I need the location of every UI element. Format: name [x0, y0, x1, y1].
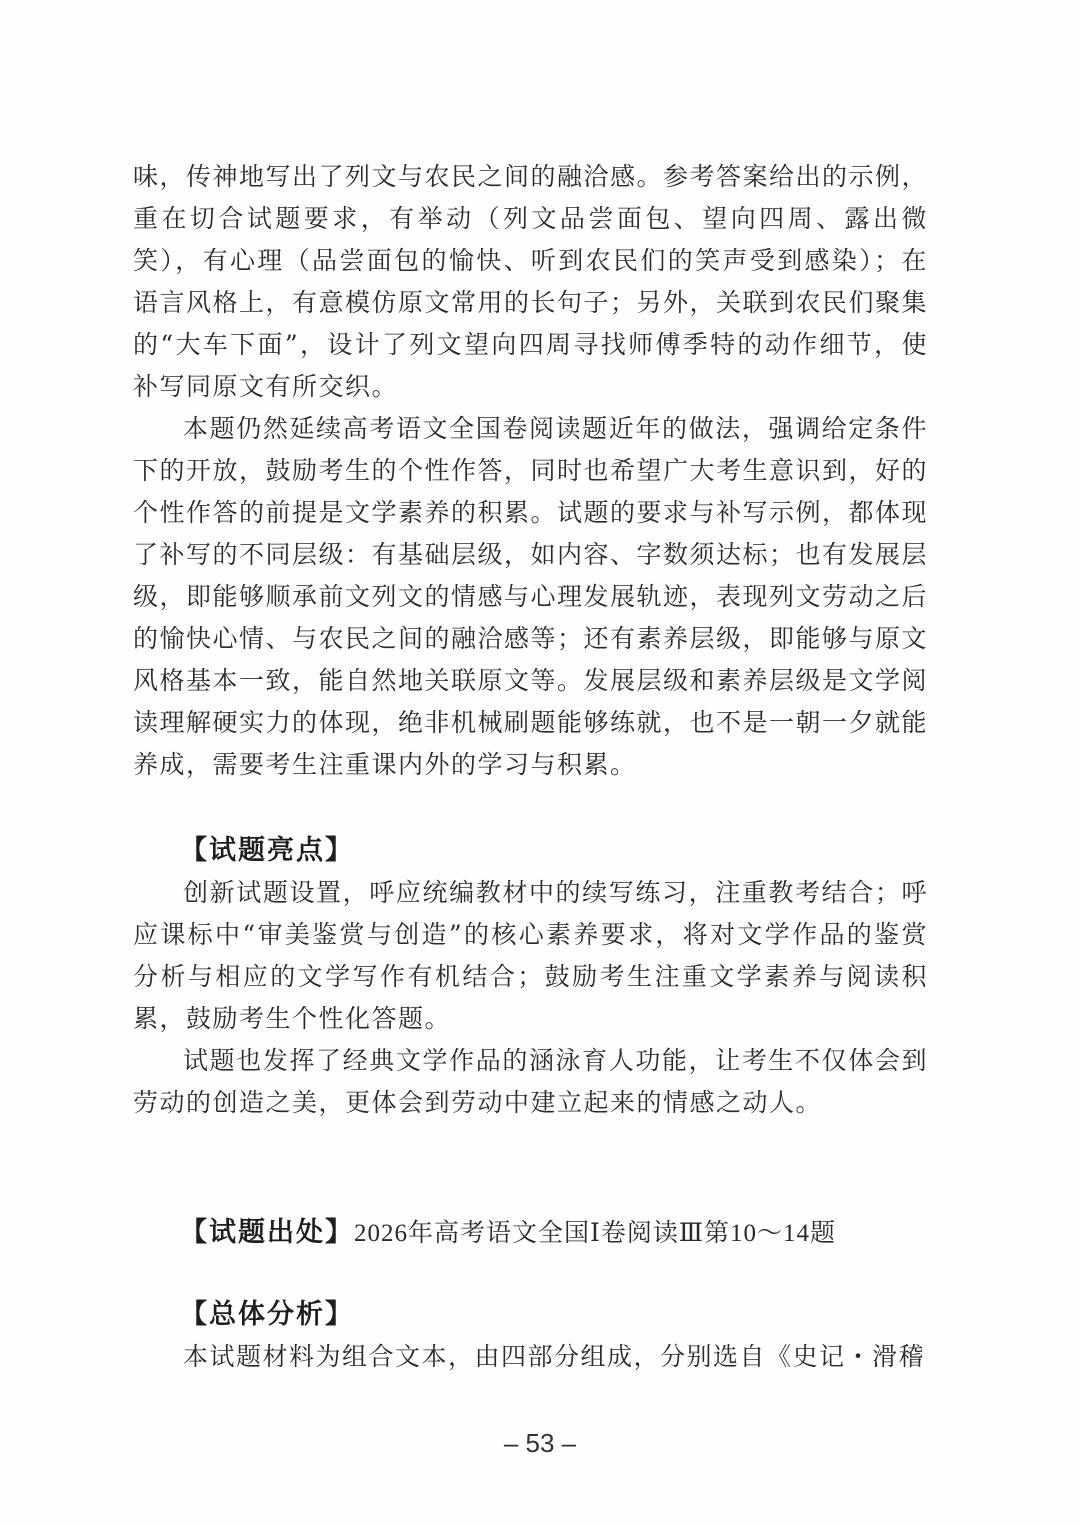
- analysis-heading: 【总体分析】: [180, 1299, 354, 1330]
- body-section: [133, 156, 928, 786]
- body-paragraph-2: 本题仍然延续高考语文全国卷阅读题近年的做法，强调给定条件下的开放，鼓励考生的个性作答，同时也希望广大考生意识到，好的个性作答的前提是文学素养的积累。试题的要求与补写示例，都体现了补写的不同层级：有基础层级，如内容、字数须达标；也有发展层级，即能够顺承前文列文的情感与心理发展轨迹，表现列文劳动之后的愉快心情、与农民之间的融洽感等；还有素养层级，即能够与原文风格基本一致，能自然地关联原文等。发展层级和素养层级是文学阅读理解硬实力的体现，绝非机械刷题能够练就，也不是一朝一夕就能养成，需要考生注重课内外的学习与积累。: [133, 414, 929, 779]
- analysis-section: [133, 1336, 928, 1378]
- highlights-paragraph-2: 试题也发挥了经典文学作品的涵泳育人功能，让考生不仅体会到劳动的创造之美，更体会到劳动中建立起来的情感之动人。: [133, 1046, 928, 1117]
- source-text: 2026年高考语文全国Ⅰ卷阅读Ⅲ第10～14题: [354, 1220, 836, 1247]
- analysis-paragraph-1: 本试题材料为组合文本，由四部分组成，分别选自《史记・滑稽: [183, 1342, 926, 1371]
- source-line: [180, 1210, 836, 1249]
- highlights-section: [133, 872, 928, 1124]
- source-heading: 【试题出处】: [180, 1217, 354, 1248]
- highlights-heading: 【试题亮点】: [180, 835, 354, 866]
- highlights-paragraph-1: 创新试题设置，呼应统编教材中的续写练习，注重教考结合；呼应课标中“审美鉴赏与创造”的核心素养要求，将对文学作品的鉴赏分析与相应的文学写作有机结合；鼓励考生注重文学素养与阅读积累，鼓励考生个性化答题。: [133, 878, 928, 1033]
- page-number: – 53 –: [503, 1428, 577, 1458]
- body-paragraph-1: 味，传神地写出了列文与农民之间的融洽感。参考答案给出的示例，重在切合试题要求，有举动（列文品尝面包、望向四周、露出微笑），有心理（品尝面包的愉快、听到农民们的笑声受到感染）；在语言风格上，有意模仿原文常用的长句子；另外，关联到农民们聚集的“大车下面”，设计了列文望向四周寻找师傅季特的动作细节，使补写同原文有所交织。: [133, 162, 929, 401]
